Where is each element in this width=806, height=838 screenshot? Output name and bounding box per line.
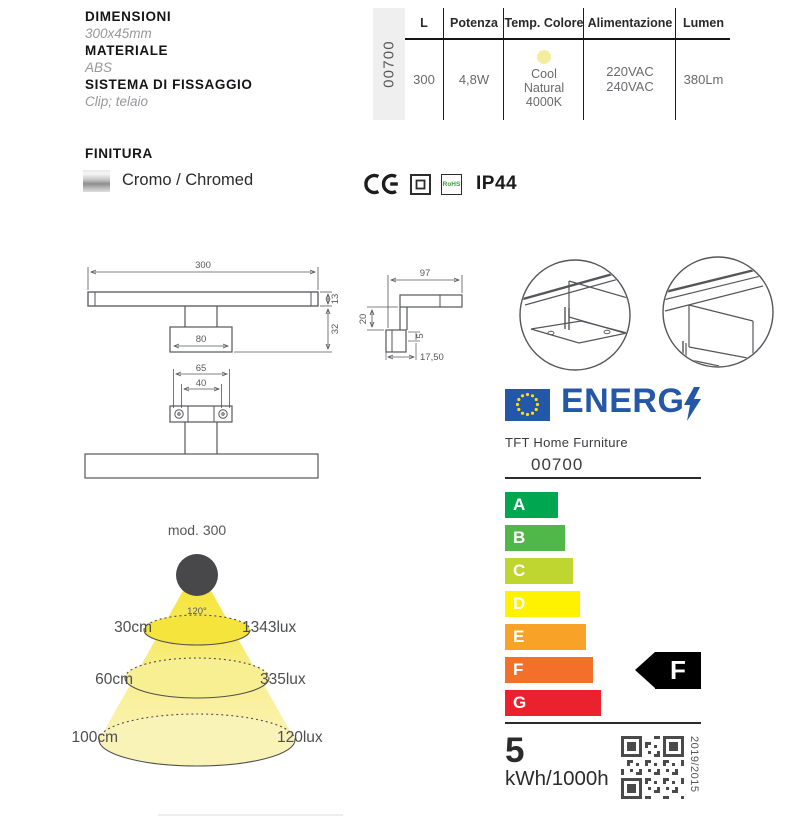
- cell-lumen: 380Lm: [683, 71, 724, 87]
- dim-front-base: 80: [195, 334, 207, 345]
- selected-class-arrow-tip: [635, 652, 655, 688]
- rohs-icon: [441, 174, 462, 195]
- energy-model: 00700: [531, 455, 584, 474]
- column-header: Lumen: [683, 16, 724, 30]
- finitura-value: Cromo / Chromed: [122, 171, 254, 189]
- column-header: Potenza: [450, 16, 498, 30]
- energy-divider-top: [505, 477, 701, 479]
- dim-front-total-height: 32: [330, 323, 341, 335]
- spec-label-materiale: MATERIALE: [85, 43, 169, 58]
- mounting-illustrations: [513, 253, 803, 378]
- cone-distance-60: 60cm: [95, 671, 133, 688]
- selected-class-arrow: [635, 652, 701, 689]
- page-edge-artifact: [158, 814, 343, 816]
- side-view-drawing: [358, 255, 503, 367]
- spec-label-dimensioni: DIMENSIONI: [85, 9, 172, 24]
- table-header-rule: [405, 38, 730, 40]
- cone-lux-60: 335lux: [260, 671, 306, 688]
- consumption-unit: kWh/1000h: [505, 767, 609, 790]
- spec-label-fissaggio: SISTEMA DI FISSAGGIO: [85, 77, 253, 92]
- cell-alim-line2: 240VAC: [606, 79, 654, 94]
- consumption-value: 5: [505, 731, 525, 770]
- spec-value-materiale: ABS: [85, 60, 113, 75]
- table-column-alimentazione: [583, 8, 676, 120]
- cell-temp-line2: Natural: [523, 80, 565, 95]
- dim-side-thickness: 5: [415, 333, 426, 339]
- column-header: Alimentazione: [587, 16, 673, 30]
- chrome-finish-swatch: [83, 170, 110, 192]
- energy-brand: TFT Home Furniture: [505, 435, 628, 450]
- product-spec-table: [373, 8, 730, 120]
- cell-temp-line1: Cool: [531, 66, 557, 81]
- bracket-view-drawing: [70, 362, 348, 484]
- mounting-detail-1-art: [523, 269, 633, 343]
- selected-class-rating: F: [655, 652, 701, 689]
- table-column-potenza: [443, 8, 504, 120]
- cell-alim-line1: 220VAC: [606, 64, 654, 79]
- lightning-bolt-icon: [684, 387, 706, 421]
- spec-list: [85, 8, 253, 110]
- beam-angle: 120°: [187, 606, 207, 617]
- cell-l: 300: [413, 71, 435, 87]
- dim-front-top-height: 13: [330, 293, 341, 305]
- spec-value-dimensioni: 300x45mm: [85, 26, 152, 41]
- dim-side-height: 20: [358, 313, 369, 325]
- rohs-text: RoHS: [442, 181, 461, 188]
- finitura-label: FINITURA: [85, 146, 153, 161]
- lamp-source-dot: [176, 554, 218, 596]
- dim-side-depth: 97: [419, 268, 431, 279]
- energy-label: ENERG TFT Home Furniture 00700 A B C D E F G F 5 kWh/1000h 2019/2015: [505, 386, 805, 806]
- ce-mark-icon: [363, 172, 401, 196]
- cone-lux-30: 1343lux: [242, 619, 297, 636]
- dim-side-base: 17,50: [420, 352, 444, 363]
- dim-front-width: 300: [195, 260, 211, 271]
- mounting-detail-2-art: [661, 265, 777, 369]
- energ-logo-text: ENERG: [561, 382, 685, 420]
- dim-bracket-outer: 65: [195, 363, 207, 374]
- light-cone-diagram: [58, 518, 348, 788]
- cone-distance-30: 30cm: [114, 619, 152, 636]
- color-temperature-dot: [537, 50, 551, 64]
- table-column-temp-colore: [503, 8, 584, 120]
- mounting-detail-circle-1: [520, 260, 630, 370]
- energy-divider-bottom: [505, 722, 701, 724]
- cone-lux-100: 120lux: [277, 729, 323, 746]
- qr-code: [621, 736, 684, 799]
- eu-flag-icon: [505, 389, 550, 421]
- table-column-l: [405, 8, 443, 120]
- front-view-drawing: [70, 258, 348, 358]
- cone-title: mod. 300: [167, 522, 227, 538]
- ip-rating: IP44: [476, 173, 518, 194]
- cone-distance-100: 100cm: [71, 729, 118, 746]
- regulation-number: 2019/2015: [688, 736, 700, 793]
- eu-flag-stars: [505, 389, 550, 421]
- dim-bracket-inner: 40: [195, 378, 207, 389]
- table-column-lumen: [675, 8, 731, 120]
- class-ii-insulation-icon: [410, 174, 431, 195]
- model-code-strip: [373, 8, 405, 120]
- column-header: Temp. Colore: [504, 16, 584, 30]
- cell-temp-line3: 4000K: [525, 94, 563, 109]
- spec-value-fissaggio: Clip; telaio: [85, 94, 149, 109]
- column-header: L: [420, 16, 428, 30]
- cell-potenza: 4,8W: [458, 71, 490, 87]
- model-code: 00700: [380, 40, 398, 88]
